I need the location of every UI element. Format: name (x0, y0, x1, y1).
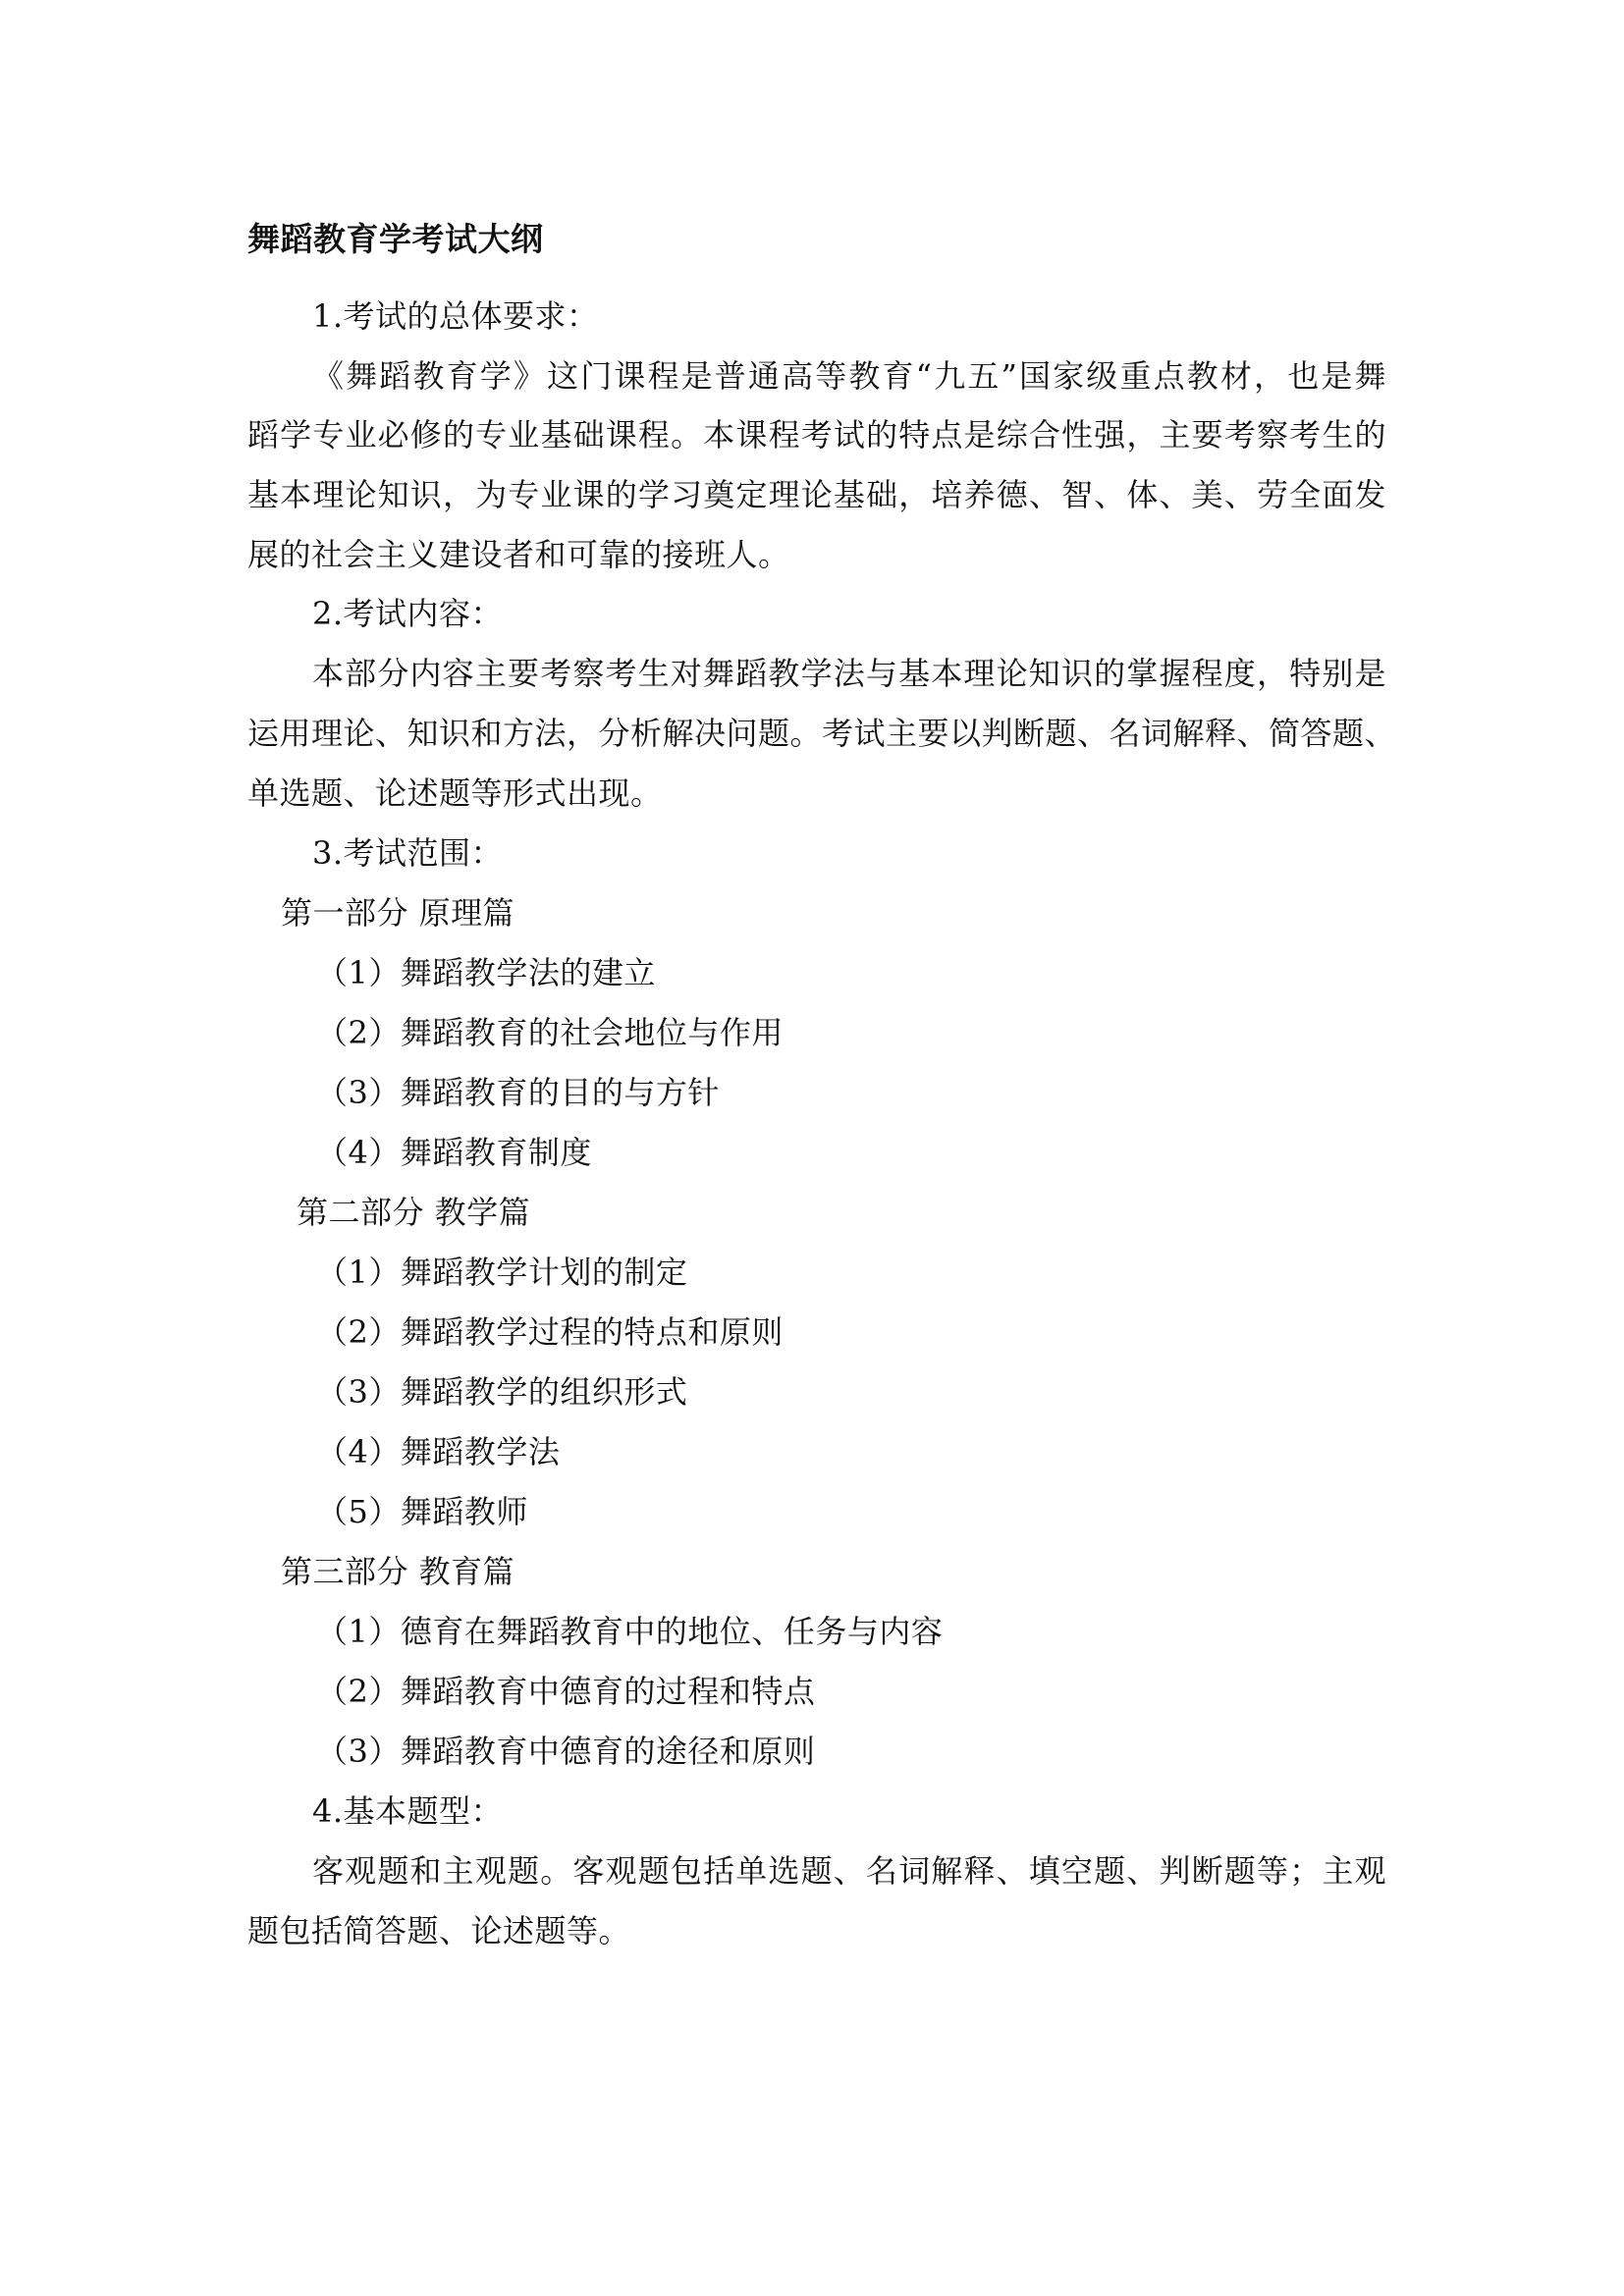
section-2-paragraph-line: 运用理论、知识和方法，分析解决问题。考试主要以判断题、名词解释、简答题、 (247, 715, 1397, 752)
section-4-heading: 4.基本题型： (312, 1792, 504, 1830)
section-1-heading: 1.考试的总体要求： (312, 297, 599, 335)
section-1-paragraph-line: 基本理论知识，为专业课的学习奠定理论基础，培养德、智、体、美、劳全面发 (247, 476, 1386, 513)
section-2-heading: 2.考试内容： (312, 595, 504, 632)
section-2-paragraph-line: 单选题、论述题等形式出现。 (247, 774, 663, 812)
part-2-item: （1）舞蹈教学计划的制定 (316, 1254, 688, 1291)
part-2-item: （4）舞蹈教学法 (316, 1433, 561, 1470)
section-1-paragraph-line: 展的社会主义建设者和可靠的接班人。 (247, 536, 790, 573)
section-1-paragraph-line: 《舞蹈教育学》这门课程是普通高等教育“九五”国家级重点教材，也是舞 (312, 357, 1386, 395)
part-3-item: （1）德育在舞蹈教育中的地位、任务与内容 (316, 1613, 944, 1650)
section-4-paragraph-line: 题包括简答题、论述题等。 (247, 1912, 631, 1949)
section-1-paragraph-line: 蹈学专业必修的专业基础课程。本课程考试的特点是综合性强，主要考察考生的 (247, 416, 1386, 454)
part-2-item: （2）舞蹈教学过程的特点和原则 (316, 1313, 784, 1351)
section-3-heading: 3.考试范围： (312, 834, 504, 872)
part-2-item: （5）舞蹈教师 (316, 1493, 528, 1530)
part-1-item: （3）舞蹈教育的目的与方针 (316, 1074, 720, 1111)
section-2-paragraph-line: 本部分内容主要考察考生对舞蹈教学法与基本理论知识的掌握程度，特别是 (312, 655, 1386, 692)
part-2-title: 第二部分 教学篇 (297, 1194, 531, 1231)
part-1-item: （2）舞蹈教育的社会地位与作用 (316, 1014, 784, 1051)
part-1-item: （4）舞蹈教育制度 (316, 1134, 592, 1171)
part-3-item: （3）舞蹈教育中德育的途径和原则 (316, 1733, 816, 1770)
section-4-paragraph-line: 客观题和主观题。客观题包括单选题、名词解释、填空题、判断题等；主观 (312, 1852, 1386, 1890)
part-1-item: （1）舞蹈教学法的建立 (316, 954, 656, 991)
part-2-item: （3）舞蹈教学的组织形式 (316, 1373, 688, 1411)
part-3-title: 第三部分 教育篇 (281, 1553, 515, 1590)
part-1-title: 第一部分 原理篇 (281, 894, 515, 932)
part-3-item: （2）舞蹈教育中德育的过程和特点 (316, 1673, 816, 1710)
document-title: 舞蹈教育学考试大纲 (247, 220, 544, 258)
